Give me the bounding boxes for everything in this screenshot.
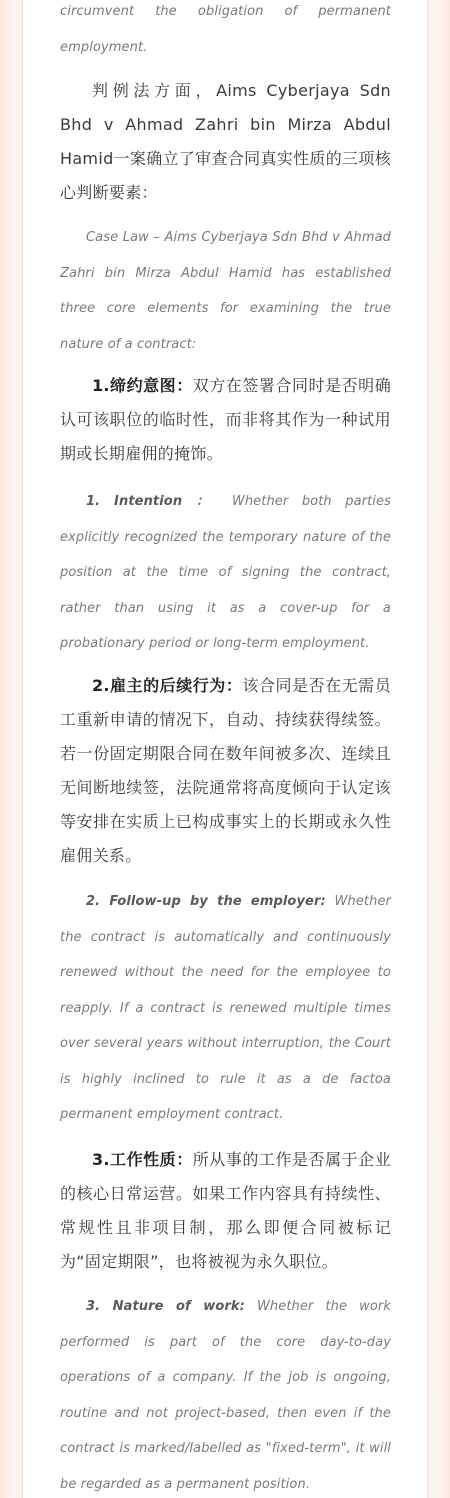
case-law-en: Case Law – Aims Cyberjaya Sdn Bhd v Ahmad Zahri bin Mirza Abdul Hamid has established three core elements for examining the true nature of a contract: — [60, 230, 391, 352]
element-3-zh-body: 所从事的工作是否属于企业的核心日常运营。如果工作内容具有持续性、常规性且非项目制，那么即便合同被标记为“固定期限”，也将被视为永久职位。 — [60, 1150, 392, 1271]
element-3-en-block — [60, 1289, 391, 1498]
element-2-en-body: Whether the contract is automatically and continuously renewed without the need for the employee to reapply. If a contract is renewed multiple times over several years without interruption, the Court is highly inclined to rule it as a de factoa permanent employment contract. — [60, 894, 392, 1122]
case-law-zh-block — [60, 74, 391, 210]
element-1-zh-lead: 1.缔约意图： — [92, 376, 193, 395]
element-2-zh-lead: 2.雇主的后续行为： — [92, 676, 243, 695]
case-law-zh: 判例法方面，Aims Cyberjaya Sdn Bhd v Ahmad Zahri bin Mirza Abdul Hamid一案确立了审查合同真实性质的三项核心判断要素： — [60, 81, 391, 202]
element-2-zh-body: 该合同是否在无需员工重新申请的情况下，自动、持续获得续签。若一份固定期限合同在数年间被多次、连续且无间断地续签，法院通常将高度倾向于认定该等安排在实质上已构成事实上的长期或永久性雇佣关系。 — [60, 676, 391, 865]
element-3-zh-lead: 3.工作性质： — [92, 1150, 193, 1169]
element-2-en-lead: 2. Follow-up by the employer: — [86, 894, 326, 909]
element-3-en-body: Whether the work performed is part of the core day-to-day operations of a company. If the job is ongoing, routine and not project-based, then even if the contract is marked/labelled as "fixed-term", it will be regarded as a permanent position. — [60, 1299, 391, 1492]
element-1-zh — [60, 369, 391, 471]
element-3-en — [60, 1289, 391, 1498]
top-fragment-line1: circumvent the obligation of permanent — [60, 4, 391, 19]
top-fragment-line2: employment. — [60, 39, 148, 55]
element-2-zh-block — [60, 669, 391, 873]
element-3-en-lead: 3. Nature of work: — [86, 1299, 245, 1314]
element-1-en — [60, 484, 391, 662]
element-1-zh-body: 双方在签署合同时是否明确认可该职位的临时性，而非将其作为一种试用期或长期雇佣的掩饰。 — [60, 376, 392, 463]
element-2-en — [60, 884, 391, 1133]
element-1-en-body: Whether both parties explicitly recognized the temporary nature of the position at the time of signing the contract, rather than using it as a cover-up for a probationary period or long-term employment. — [60, 494, 391, 651]
element-3-zh-block — [60, 1143, 391, 1279]
case-law-en-block — [60, 220, 391, 362]
element-1-en-block — [60, 484, 391, 662]
element-3-zh — [60, 1143, 391, 1279]
element-2-en-block — [60, 884, 391, 1133]
element-2-zh — [60, 669, 391, 873]
element-1-en-lead: 1. Intention ： — [86, 494, 219, 509]
article-card — [22, 0, 428, 1498]
element-1-zh-block — [60, 369, 391, 471]
top-fragment — [60, 0, 391, 65]
